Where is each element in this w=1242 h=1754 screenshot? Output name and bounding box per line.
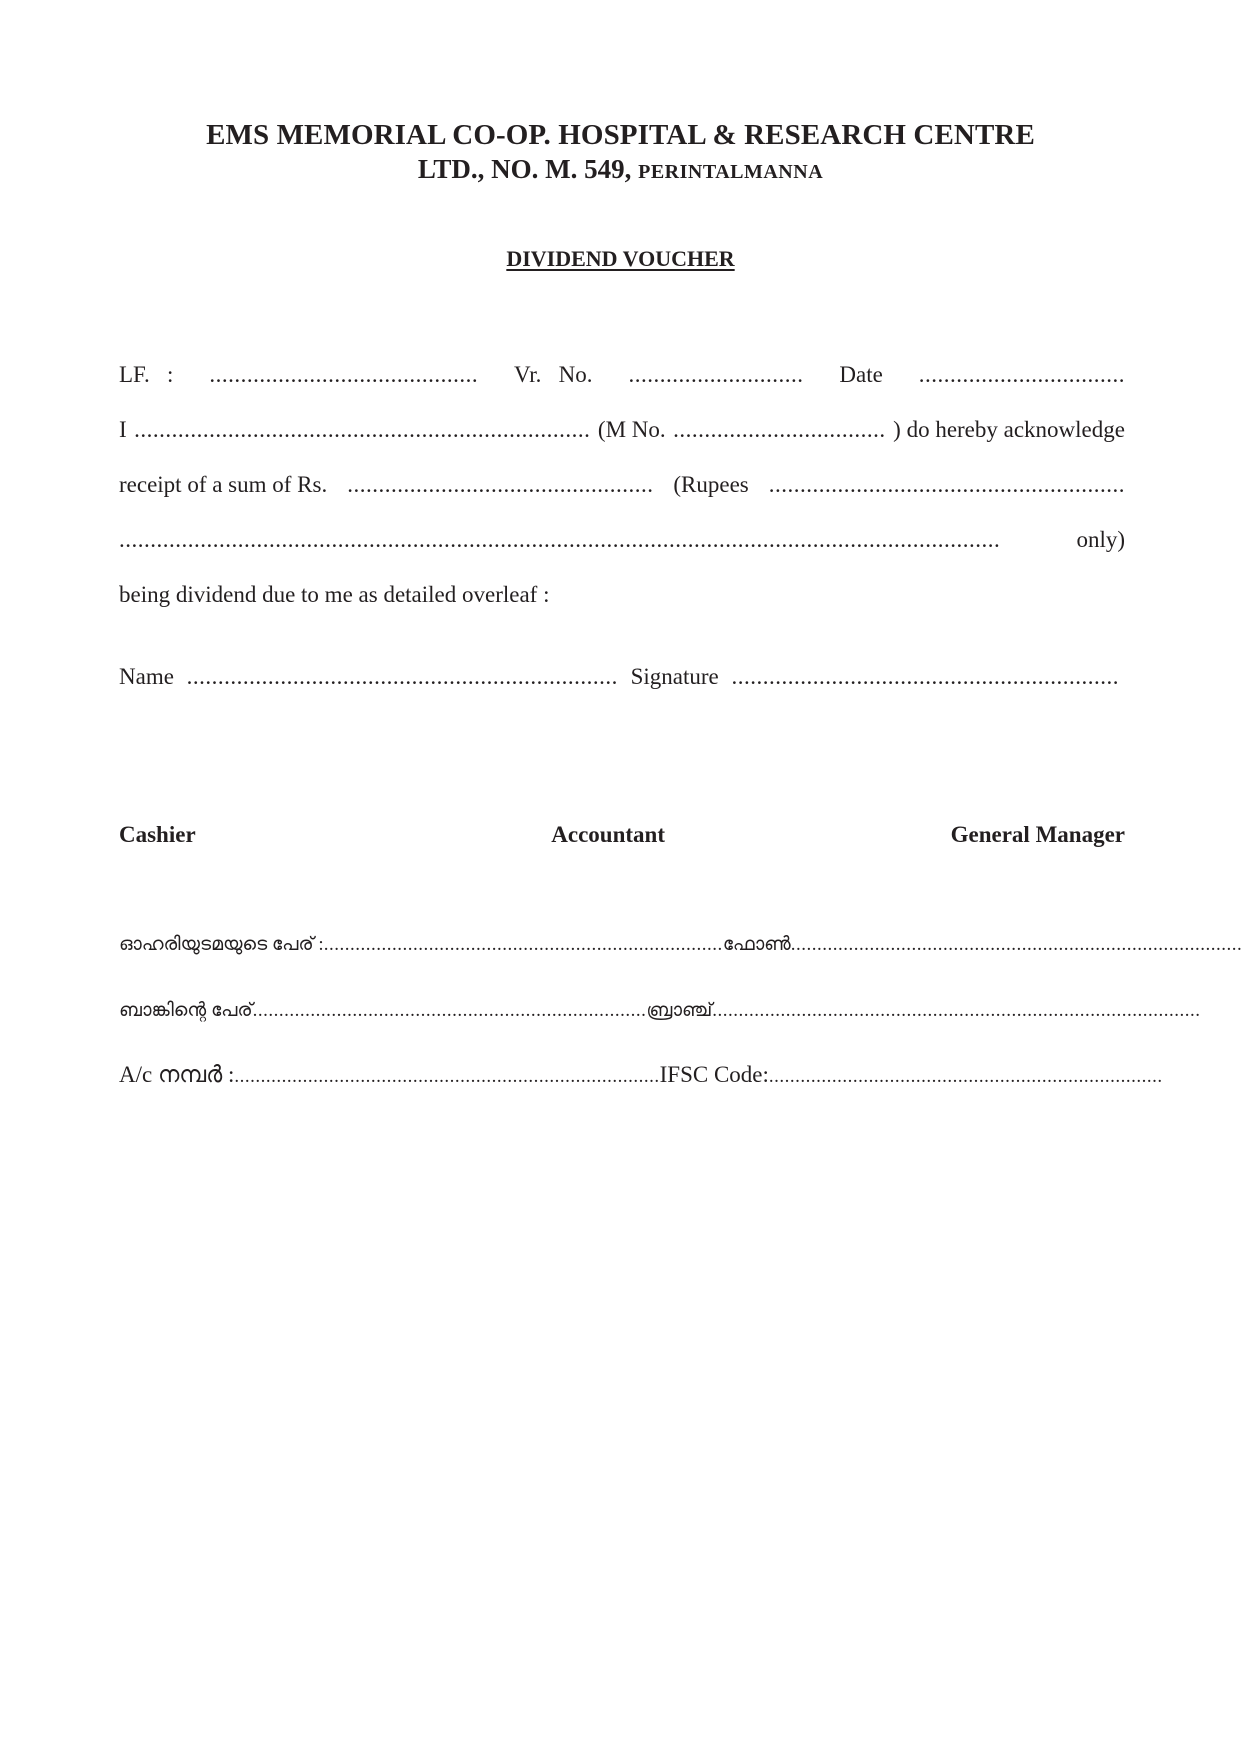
phone-label: ഫോൺ [722, 934, 791, 955]
account-ifsc-row [119, 1060, 1163, 1092]
branch-label: ബ്രാഞ്ച് [646, 1000, 713, 1021]
lf-field[interactable]: ........................................... [209, 362, 479, 387]
cashier-label: Cashier [119, 822, 196, 847]
receipt-label: receipt of a sum of Rs. [119, 472, 328, 497]
date-label: Date [839, 362, 883, 387]
document-title: DIVIDEND VOUCHER [506, 246, 735, 271]
ifsc-field[interactable]: ........................................................................... [768, 1066, 1163, 1087]
ifsc-label: IFSC Code: [659, 1062, 769, 1087]
date-field[interactable]: ................................. [918, 362, 1125, 387]
dividend-statement: being dividend due to me as detailed overleaf : [119, 582, 550, 607]
signature-label: Signature [630, 664, 719, 689]
shareholder-name-label: ഓഹരിയുടമയുടെ പേര് : [119, 934, 324, 955]
dividend-statement-row [119, 580, 1125, 610]
acknowledge-text: ) do hereby acknowledge [893, 417, 1125, 442]
receipt-row [119, 470, 1125, 500]
shareholder-name-field[interactable]: ............................................................................ [323, 934, 723, 955]
bank-name-field[interactable]: ........................................................................... [252, 1000, 647, 1021]
rupees-label: (Rupees [673, 472, 749, 497]
member-number-label: (M No. [597, 417, 666, 442]
voucher-number-label: Vr. No. [514, 362, 593, 387]
amount-field[interactable]: ................................................. [347, 472, 654, 497]
member-name-field[interactable]: ......................................................................... [134, 417, 591, 442]
authorized-signatories [119, 822, 1125, 848]
registration-separator: , [624, 154, 639, 184]
phone-field[interactable]: ...................................................................................... [790, 934, 1242, 955]
shareholder-phone-row [119, 930, 1242, 960]
amount-words-field[interactable]: ......................................................... [768, 472, 1125, 497]
general-manager-label: General Manager [950, 822, 1125, 847]
account-number-label: A/c നമ്പർ : [119, 1062, 235, 1087]
accountant-label: Accountant [551, 822, 666, 847]
account-number-field[interactable]: ................................................................................. [234, 1066, 660, 1087]
amount-words-continued-field[interactable]: ............................................................................................................................................. [119, 527, 1001, 552]
member-number-field[interactable]: .................................. [673, 417, 886, 442]
signature-field[interactable]: .............................................................. [731, 664, 1119, 689]
i-label: I [119, 417, 127, 442]
letterhead [0, 118, 1241, 189]
registration-number: LTD., NO. M. 549 [417, 154, 625, 184]
ledger-row [119, 360, 1125, 390]
acknowledgement-row [119, 415, 1125, 445]
amount-words-continued-row [119, 525, 1125, 555]
bank-branch-row [119, 996, 1201, 1026]
only-text: only) [1076, 527, 1125, 552]
name-field[interactable]: ..................................................................... [186, 664, 618, 689]
branch-field[interactable]: ............................................................................................. [712, 1000, 1201, 1021]
bank-name-label: ബാങ്കിന്റെ പേര് [119, 1000, 253, 1021]
organization-registration [0, 152, 1241, 189]
organization-name: EMS MEMORIAL CO-OP. HOSPITAL & RESEARCH CENTRE [206, 119, 1035, 151]
voucher-number-field[interactable]: ............................ [628, 362, 804, 387]
lf-label: LF. : [119, 362, 174, 387]
name-label: Name [119, 664, 174, 689]
organization-place: PERINTALMANNA [638, 161, 824, 183]
name-signature-row [119, 662, 1119, 692]
